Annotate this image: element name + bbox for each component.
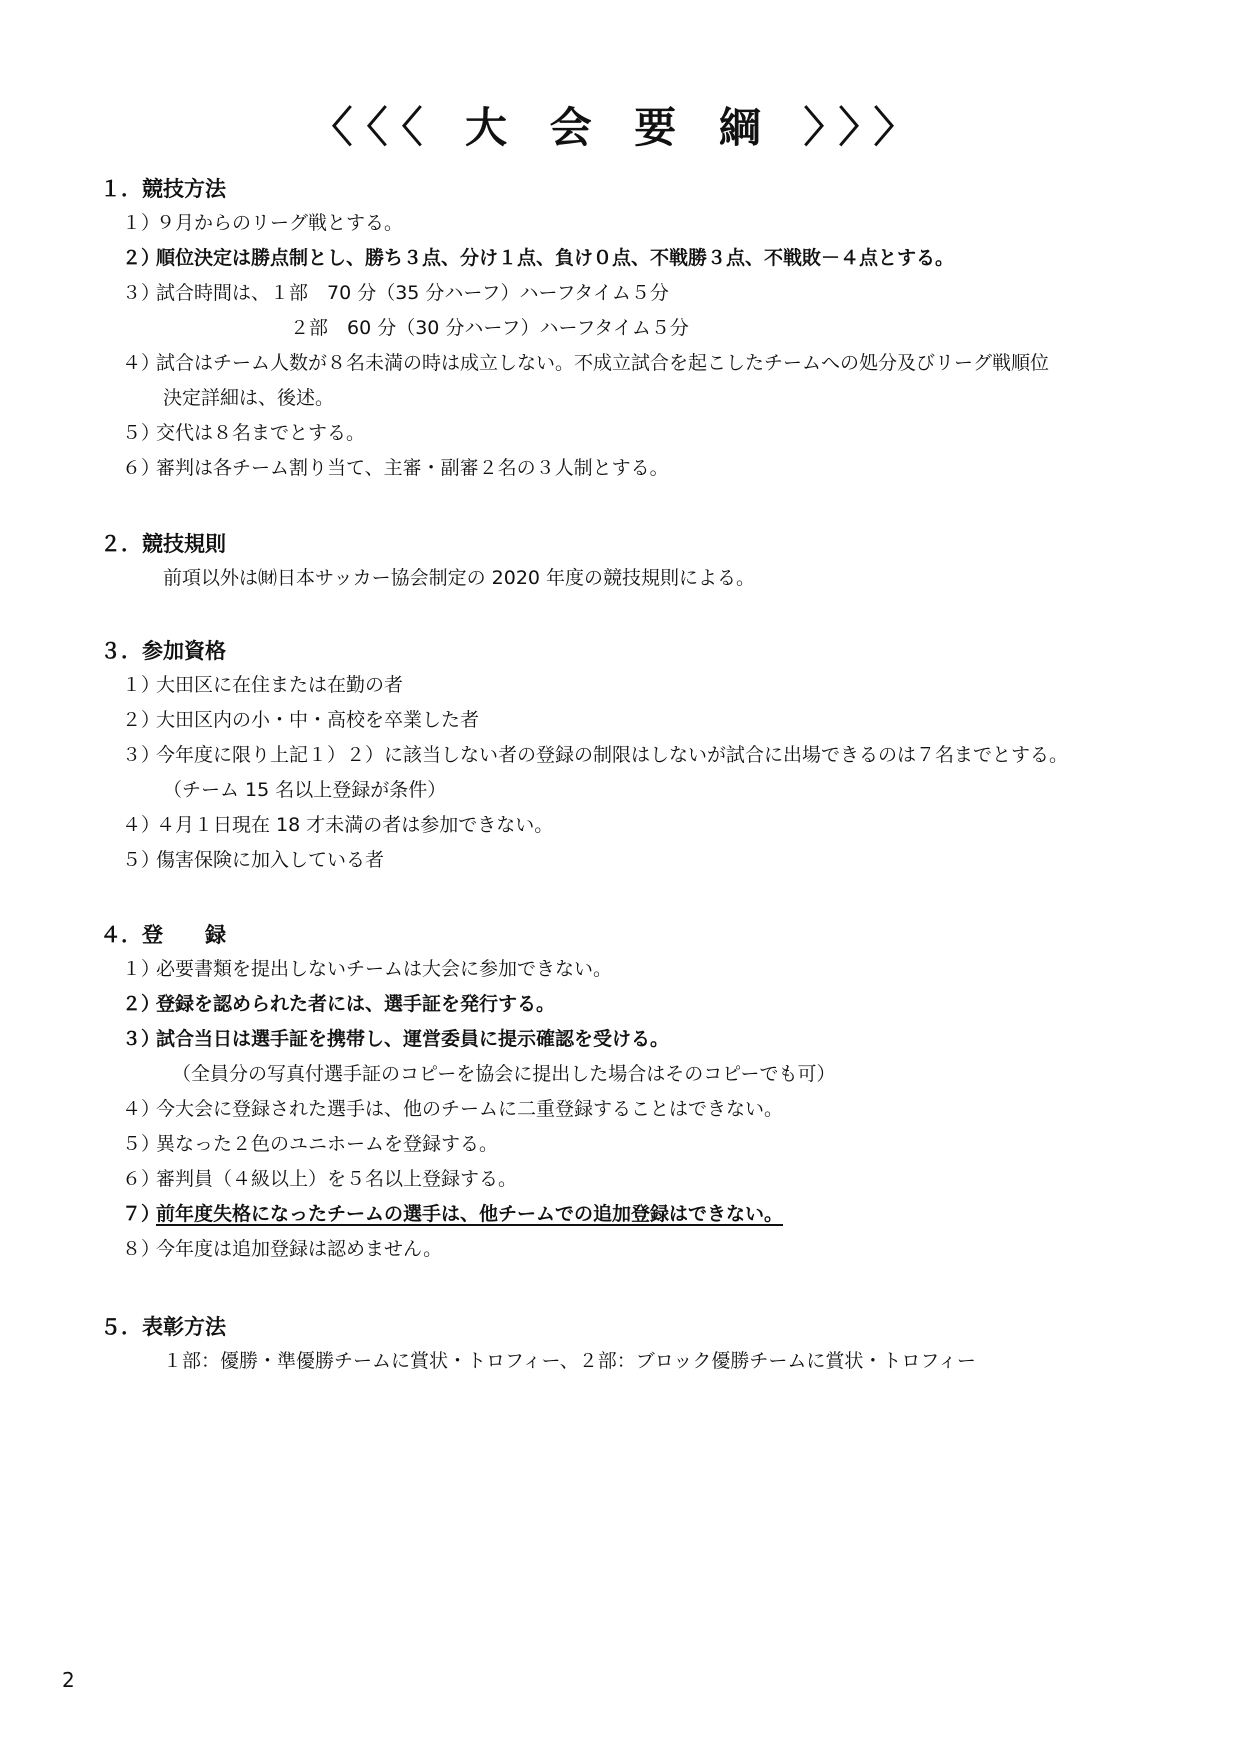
list-item xyxy=(100,1232,1160,1267)
list-item xyxy=(100,346,1160,381)
list-item xyxy=(100,451,1160,486)
list-item xyxy=(100,738,1160,773)
item-number: ３） xyxy=(122,282,161,304)
item-text: 大田区に在住または在勤の者 xyxy=(156,674,404,696)
list-item xyxy=(100,1092,1160,1127)
item-continuation: （チーム 15 名以上登録が条件） xyxy=(163,779,447,801)
list-item xyxy=(100,987,1160,1022)
item-number: ３） xyxy=(122,1028,161,1050)
item-number: １） xyxy=(122,674,161,696)
section-heading: ４．登 録 xyxy=(100,923,226,947)
item-continuation: ２部 60 分（30 分ハーフ）ハーフタイム５分 xyxy=(290,317,689,339)
section-heading: １．競技方法 xyxy=(100,177,226,201)
list-item xyxy=(100,1162,1160,1197)
list-item xyxy=(100,1197,1160,1232)
item-number: ５） xyxy=(122,849,161,871)
item-text: 必要書類を提出しないチームは大会に参加できない。 xyxy=(156,958,613,980)
item-text: 今年度は追加登録は認めません。 xyxy=(156,1238,443,1260)
list-item xyxy=(100,206,1160,241)
item-number: ７） xyxy=(122,1203,161,1225)
item-text: ４月１日現在 18 才未満の者は参加できない。 xyxy=(156,814,554,836)
list-item xyxy=(100,1022,1160,1057)
list-item xyxy=(100,416,1160,451)
item-number: ３） xyxy=(122,744,161,766)
page-number: 2 xyxy=(62,1668,75,1692)
item-text: 今年度に限り上記１）２）に該当しない者の登録の制限はしないが試合に出場できるのは７名までとする。 xyxy=(156,744,1069,766)
item-number: ２） xyxy=(122,709,161,731)
list-item xyxy=(100,276,1160,311)
list-item xyxy=(100,668,1160,703)
item-text: 順位決定は勝点制とし、勝ち３点、分け１点、負け０点、不戦勝３点、不戦敗－４点とする。 xyxy=(156,247,955,269)
page-title: 〈〈〈 大 会 要 綱 〉〉〉 xyxy=(310,103,930,152)
item-text: 試合はチーム人数が８名未満の時は成立しない。不成立試合を起こしたチームへの処分及びリーグ戦順位 xyxy=(156,352,1050,374)
section-heading: ３．参加資格 xyxy=(100,639,226,663)
item-text: 前年度失格になったチームの選手は、他チームでの追加登録はできない。 xyxy=(156,1203,784,1225)
item-number: ４） xyxy=(122,352,161,374)
section-registration xyxy=(100,918,1160,1267)
list-item xyxy=(100,703,1160,738)
section-eligibility xyxy=(100,634,1160,878)
item-number: ２） xyxy=(122,247,161,269)
item-text: 登録を認められた者には、選手証を発行する。 xyxy=(156,993,556,1015)
section-competition-rules xyxy=(100,527,1160,596)
item-text: 審判員（４級以上）を５名以上登録する。 xyxy=(156,1168,518,1190)
item-text: 今大会に登録された選手は、他のチームに二重登録することはできない。 xyxy=(156,1098,784,1120)
list-item xyxy=(100,952,1160,987)
item-number: ６） xyxy=(122,1168,161,1190)
item-continuation: （全員分の写真付選手証のコピーを協会に提出した場合はそのコピーでも可） xyxy=(172,1063,836,1085)
list-item xyxy=(100,1127,1160,1162)
section-body: 前項以外は㈶日本サッカー協会制定の 2020 年度の競技規則による。 xyxy=(163,567,756,589)
item-number: １） xyxy=(122,958,161,980)
item-text: 試合時間は、１部 70 分（35 分ハーフ）ハーフタイム５分 xyxy=(156,282,669,304)
item-number: ８） xyxy=(122,1238,161,1260)
item-number: ５） xyxy=(122,1133,161,1155)
list-item xyxy=(100,241,1160,276)
item-text: 傷害保険に加入している者 xyxy=(156,849,385,871)
list-item xyxy=(100,808,1160,843)
item-number: １） xyxy=(122,212,161,234)
section-competition-method xyxy=(100,172,1160,486)
item-number: ６） xyxy=(122,457,161,479)
item-text: ９月からのリーグ戦とする。 xyxy=(156,212,404,234)
section-heading: ５．表彰方法 xyxy=(100,1315,226,1339)
item-text: 審判は各チーム割り当て、主審・副審２名の３人制とする。 xyxy=(156,457,669,479)
section-body: １部：優勝・準優勝チームに賞状・トロフィー、２部：ブロック優勝チームに賞状・トロフィー xyxy=(163,1350,976,1372)
item-number: ４） xyxy=(122,814,161,836)
item-number: ４） xyxy=(122,1098,161,1120)
section-heading: ２．競技規則 xyxy=(100,532,226,556)
section-awards xyxy=(100,1310,1160,1379)
item-text: 異なった２色のユニホームを登録する。 xyxy=(156,1133,499,1155)
item-continuation: 決定詳細は、後述。 xyxy=(163,387,335,409)
list-item xyxy=(100,843,1160,878)
item-text: 大田区内の小・中・高校を卒業した者 xyxy=(156,709,480,731)
item-text: 試合当日は選手証を携帯し、運営委員に提示確認を受ける。 xyxy=(156,1028,670,1050)
item-number: ５） xyxy=(122,422,161,444)
item-text: 交代は８名までとする。 xyxy=(156,422,366,444)
item-number: ２） xyxy=(122,993,161,1015)
